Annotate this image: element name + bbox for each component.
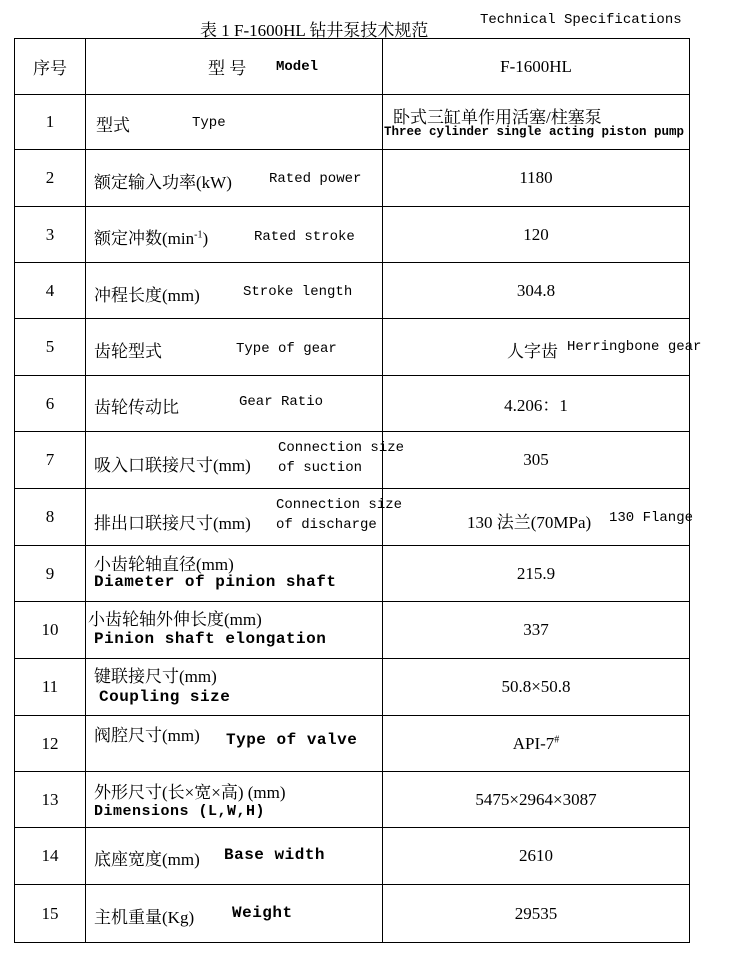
label-cn: 阀腔尺寸(mm): [94, 726, 200, 745]
label-cn: 型式: [96, 116, 130, 135]
label-cn: [94, 224, 208, 249]
row-value: [383, 489, 694, 546]
row-no: 4: [15, 263, 86, 319]
label-cn: 冲程长度(mm): [94, 286, 200, 305]
label-en-line1: Connection size: [276, 497, 403, 513]
label-en-line2: of discharge: [276, 517, 377, 533]
row-label: [86, 263, 383, 319]
row-value: 4.206：1: [383, 376, 690, 432]
label-cn: 外形尺寸(长×宽×高) (mm): [94, 783, 286, 802]
label-cn: 排出口联接尺寸(mm): [94, 514, 251, 533]
table-row: [15, 95, 690, 150]
table-row: [15, 432, 690, 489]
row-label: [86, 207, 383, 263]
row-label: [86, 319, 383, 376]
table-row: [15, 263, 690, 319]
row-value: [383, 95, 690, 150]
table-row: [15, 716, 690, 772]
value-cn: 卧式三缸单作用活塞/柱塞泵: [393, 108, 602, 127]
row-no: 9: [15, 546, 86, 602]
row-value: 305: [383, 432, 690, 489]
label-cn-tail: ): [202, 229, 209, 248]
table-row: [15, 772, 690, 828]
label-en: Base width: [224, 846, 326, 864]
value-en: 130 Flange: [609, 510, 694, 526]
value-en: Herringbone gear: [567, 339, 702, 355]
row-no: 12: [15, 716, 86, 772]
label-en-line1: Connection size: [278, 440, 405, 456]
row-label: [86, 885, 383, 943]
row-label: [86, 432, 405, 489]
row-label: [86, 716, 383, 772]
table-row: [15, 207, 690, 263]
label-en: Pinion shaft elongation: [94, 630, 327, 648]
label-en: Type: [192, 115, 226, 131]
value-cn: 130 法兰(70MPa): [467, 513, 592, 532]
row-label: [86, 376, 383, 432]
row-no: 10: [15, 602, 86, 659]
table-row: [15, 828, 690, 885]
row-value: 120: [383, 207, 690, 263]
label-cn: 吸入口联接尺寸(mm): [94, 456, 251, 475]
row-no: 13: [15, 772, 86, 828]
label-cn: 齿轮型式: [94, 342, 162, 361]
label-cn-sup: -1: [194, 229, 203, 241]
table-row: [15, 489, 690, 546]
row-label: [86, 95, 383, 150]
row-no: 1: [15, 95, 86, 150]
label-cn: 小齿轮轴外伸长度(mm): [88, 610, 262, 629]
row-label: [86, 489, 403, 546]
table-row: [15, 319, 690, 376]
row-no: 2: [15, 150, 86, 207]
header-value: F-1600HL: [383, 39, 690, 95]
table-header-row: [15, 39, 690, 95]
value-main: API-7: [512, 733, 555, 753]
label-cn: 底座宽度(mm): [94, 850, 200, 869]
row-value: [383, 319, 702, 376]
table-row: [15, 546, 690, 602]
row-no: 7: [15, 432, 86, 489]
value-en: Three cylinder single acting piston pump: [384, 125, 685, 139]
document-title: [0, 8, 732, 38]
row-label: [86, 602, 383, 659]
label-en: Type of gear: [236, 341, 337, 357]
row-value: 304.8: [383, 263, 690, 319]
row-label: [86, 828, 383, 885]
table-row: [15, 602, 690, 659]
label-en: Gear Ratio: [239, 394, 324, 410]
label-en: Type of valve: [226, 731, 358, 749]
row-no: 8: [15, 489, 86, 546]
row-label: [86, 772, 383, 828]
table-row: [15, 885, 690, 943]
row-no: 15: [15, 885, 86, 943]
row-value: 29535: [383, 885, 690, 943]
row-value: 50.8×50.8: [383, 659, 690, 716]
label-en-line2: of suction: [278, 460, 363, 476]
table-row: [15, 150, 690, 207]
label-en: Coupling size: [99, 688, 231, 706]
row-no: 11: [15, 659, 86, 716]
row-value: 2610: [383, 828, 690, 885]
row-label: [86, 150, 383, 207]
spec-table: [14, 38, 702, 943]
label-en: Rated stroke: [254, 229, 355, 245]
row-value: 337: [383, 602, 690, 659]
table-row: [15, 659, 690, 716]
row-value: 5475×2964×3087: [383, 772, 690, 828]
row-value: [383, 716, 690, 772]
label-en: Rated power: [269, 171, 362, 187]
label-en: Weight: [232, 904, 293, 922]
row-no: 14: [15, 828, 86, 885]
value-cn: 人字齿: [507, 342, 558, 361]
row-no: 5: [15, 319, 86, 376]
label-cn: 齿轮传动比: [94, 398, 179, 417]
header-model: [86, 39, 383, 95]
table-row: [15, 376, 690, 432]
header-model-cn: 型 号: [208, 59, 247, 78]
label-en: Stroke length: [243, 284, 353, 300]
label-cn: 额定输入功率(kW): [94, 173, 232, 192]
row-label: [86, 546, 383, 602]
label-cn-main: 额定冲数(min: [94, 229, 195, 248]
label-cn: 小齿轮轴直径(mm): [94, 555, 234, 574]
row-label: [86, 659, 383, 716]
header-model-en: Model: [276, 59, 319, 75]
title-chinese: 表 1 F-1600HL 钻井泵技术规范: [200, 21, 429, 40]
title-english: Technical Specifications: [480, 12, 682, 28]
label-en: Diameter of pinion shaft: [94, 573, 337, 591]
row-no: 6: [15, 376, 86, 432]
value-sup: #: [554, 733, 560, 745]
label-cn: 主机重量(Kg): [94, 908, 195, 927]
row-no: 3: [15, 207, 86, 263]
row-value: 1180: [383, 150, 690, 207]
label-cn: 键联接尺寸(mm): [94, 667, 217, 686]
label-en: Dimensions (L,W,H): [94, 803, 266, 820]
row-value: 215.9: [383, 546, 690, 602]
header-no: 序号: [15, 39, 86, 95]
